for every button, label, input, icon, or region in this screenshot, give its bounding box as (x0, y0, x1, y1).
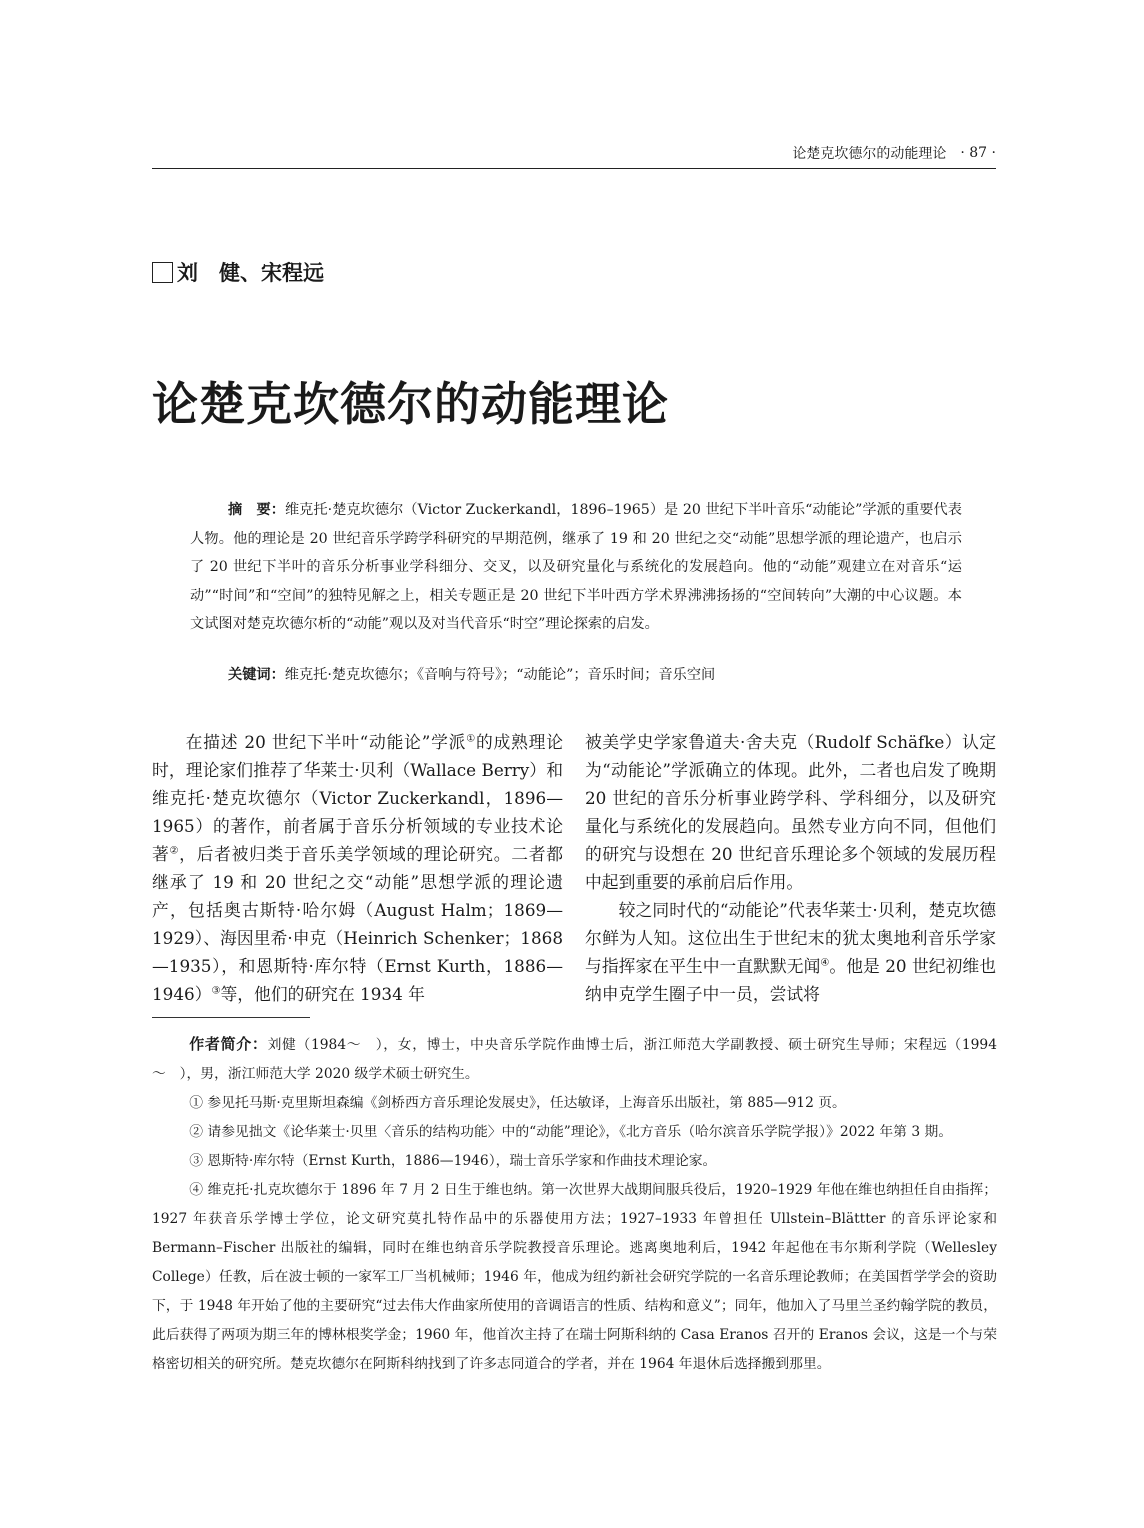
article-title: 论楚克坎德尔的动能理论 (152, 377, 669, 431)
keywords-label: 关键词： (228, 667, 285, 683)
footnote-ref[interactable]: ③ (211, 985, 221, 997)
keywords-text: 维克托·楚克坎德尔；《音响与符号》；“动能论”；音乐时间；音乐空间 (284, 667, 716, 683)
body-paragraph (585, 896, 996, 1008)
abstract (190, 496, 962, 639)
abstract-text: 维克托·楚克坎德尔（Victor Zuckerkandl，1896–1965）是 20 世纪下半叶音乐“动能论”学派的重要代表人物。他的理论是 20 世纪音乐学跨学科研究的早期范例，继承了 19 和 20 世纪之交“动能”思想学派的理论遗产，也启示了 20 世纪下半叶的音乐分析事业学科细分、交叉，以及研究量化与系统化的发展趋向。他的“动能”观建立在对音乐“运动”“时间”和“空间”的独特见解之上，相关专题正是 20 世纪下半叶西方学术界沸沸扬扬的“空间转向”大潮的中心议题。本文试图对楚克坎德尔析的“动能”观以及对当代音乐“时空”理论探索的启发。 (190, 502, 962, 633)
keywords (228, 664, 715, 684)
running-title: 论楚克坎德尔的动能理论 (792, 146, 947, 162)
footnote-4: ④ 维克托·扎克坎德尔于 1896 年 7 月 2 日生于维也纳。第一次世界大战期间服兵役后，1920–1929 年他在维也纳担任自由指挥；1927 年获音乐学博士学位，论文研究莫扎特作品中的乐器使用方法；1927–1933 年曾担任 Ullstein–Blättter 的音乐评论家和 Bermann–Fischer 出版社的编辑，同时在维也纳音乐学院教授音乐理论。逃离奥地利后，1942 年起他在韦尔斯利学院（Wellesley College）任教，后在波士顿的一家军工厂当机械师；1946 年，他成为纽约新社会研究学院的一名音乐理论教师；在美国哲学学会的资助下，于 1948 年开始了他的主要研究“过去伟大作曲家所使用的音调语言的性质、结构和意义”；同年，他加入了马里兰圣约翰学院的教员，此后获得了两项为期三年的博林根奖学金；1960 年，他首次主持了在瑞士阿斯科纳的 Casa Eranos 召开的 Eranos 会议，这是一个与荣格密切相关的研究所。楚克坎德尔在阿斯科纳找到了许多志同道合的学者，并在 1964 年退休后选择搬到那里。 (152, 1182, 997, 1372)
body-paragraph: 被美学史学家鲁道夫·舍夫克（Rudolf Schäfke）认定为“动能论”学派确立的体现。此外，二者也启发了晚期 20 世纪的音乐分析事业跨学科、学科细分，以及研究量化与系统化的发展趋向。虽然专业方向不同，但他们的研究与设想在 20 世纪音乐理论多个领域的发展历程中起到重要的承前启后作用。 (585, 732, 996, 892)
footnote-ref[interactable]: ④ (820, 957, 830, 969)
body-text: 在描述 20 世纪下半叶“动能论”学派 (185, 732, 467, 752)
square-bullet-icon (152, 262, 173, 283)
body-text: ，后者被归类于音乐美学领域的理论研究。二者都继承了 19 和 20 世纪之交“动能”思想学派的理论遗产，包括奥古斯特·哈尔姆（August Halm；1869—1929）、海因里希·申克（Heinrich Schenker；1868—1935），和恩斯特·库尔特（Ernst Kurth，1886—1946） (152, 844, 563, 1004)
author-line (152, 257, 324, 287)
author-bio (152, 1030, 997, 1089)
author-bio-label: 作者简介： (189, 1035, 268, 1053)
body-text: 等，他们的研究在 1934 年 (220, 984, 425, 1004)
body-text: 的成熟理论时，理论家们推荐了华莱士·贝利（Wallace Berry）和维克托·楚克坎德尔（Victor Zuckerkandl，1896—1965）的著作，前者属于音乐分析领域的专业技术论著 (152, 732, 563, 864)
authors: 刘 健、宋程远 (177, 261, 324, 285)
footnote-3: ③ 恩斯特·库尔特（Ernst Kurth，1886—1946），瑞士音乐学家和作曲技术理论家。 (189, 1153, 717, 1169)
body-paragraph (152, 728, 563, 1008)
running-header (152, 138, 996, 169)
abstract-label: 摘 要： (228, 502, 285, 518)
page-number: · 87 · (960, 145, 996, 161)
body-text: 。他是 20 世纪初维也纳申克学生圈子中一员，尝试将 (585, 956, 996, 1004)
footnote-2: ② 请参见拙文《论华莱士·贝里〈音乐的结构功能〉中的“动能”理论》，《北方音乐（哈尔滨音乐学院学报）》2022 年第 3 期。 (189, 1124, 953, 1140)
footnotes (152, 1030, 997, 1379)
body-column-left (152, 728, 563, 1008)
footnote-divider (152, 1017, 310, 1018)
footnote-ref[interactable]: ① (466, 733, 476, 745)
author-bio-text: 刘健（1984～ ），女，博士，中央音乐学院作曲博士后，浙江师范大学副教授、硕士研究生导师；宋程远（1994～ ），男，浙江师范大学 2020 级学术硕士研究生。 (152, 1037, 997, 1082)
body-text: 较之同时代的“动能论”代表华莱士·贝利，楚克坎德尔鲜为人知。这位出生于世纪末的犹太奥地利音乐学家与指挥家在平生中一直默默无闻 (585, 900, 996, 976)
body-column-right (585, 728, 996, 1008)
footnote-ref[interactable]: ② (169, 845, 180, 857)
footnote-1: ① 参见托马斯·克里斯坦森编《剑桥西方音乐理论发展史》，任达敏译，上海音乐出版社，第 885—912 页。 (189, 1095, 846, 1111)
